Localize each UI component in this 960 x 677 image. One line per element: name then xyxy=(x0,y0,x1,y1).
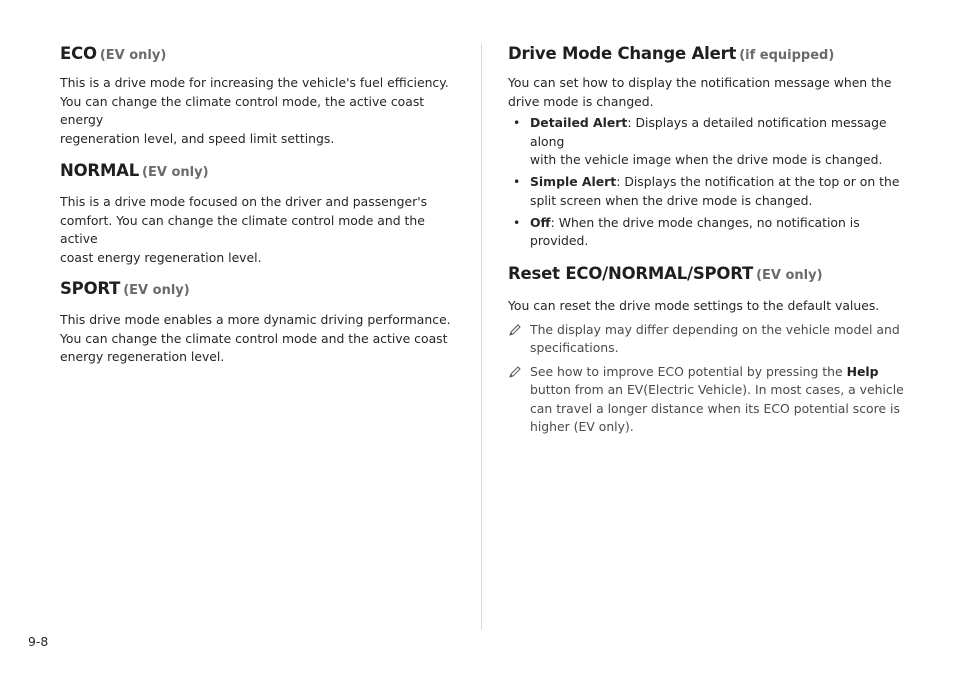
option-term: Simple Alert xyxy=(530,174,617,189)
page-number: 9-8 xyxy=(28,634,49,649)
list-item: • Off: When the drive mode changes, no notification is provided. xyxy=(513,214,860,248)
normal-heading: NORMAL (EV only) xyxy=(60,161,209,180)
bullet-icon: • xyxy=(513,214,521,230)
normal-qualifier: (EV only) xyxy=(142,165,209,180)
pencil-note-icon xyxy=(508,323,522,337)
alert-section xyxy=(508,44,908,254)
normal-section xyxy=(60,161,460,267)
reset-heading: Reset ECO/NORMAL/SPORT (EV only) xyxy=(508,264,823,283)
sport-text: This drive mode enables a more dynamic driving performance. You can change the climate control mode and the active coast energy regeneration level. xyxy=(60,312,451,364)
eco-text: This is a drive mode for increasing the vehicle's fuel efficiency. You can change the climate control mode, the active coast energy regeneration level, and speed limit settings. xyxy=(60,75,449,146)
alert-text: You can set how to display the notification message when the drive mode is changed. xyxy=(508,75,892,109)
bullet-icon: • xyxy=(513,174,521,189)
note-item: The display may differ depending on the vehicle model and specifications. xyxy=(508,321,908,358)
pencil-note-icon xyxy=(508,365,522,379)
option-term: Detailed Alert xyxy=(530,115,628,130)
reset-text: You can reset the drive mode settings to the default values. xyxy=(508,298,880,313)
help-button-label: Help xyxy=(846,363,879,379)
option-term: Off xyxy=(530,214,551,230)
bullet-icon: • xyxy=(513,115,521,130)
sport-qualifier: (EV only) xyxy=(123,283,190,298)
eco-section xyxy=(60,44,460,148)
column-divider xyxy=(481,44,482,630)
normal-text: This is a drive mode focused on the driver and passenger's comfort. You can change the climate control mode and the active coast energy regeneration level. xyxy=(60,194,428,265)
notes-list xyxy=(508,321,908,437)
eco-qualifier: (EV only) xyxy=(99,48,167,63)
alert-heading: Drive Mode Change Alert (if equipped) xyxy=(508,44,835,63)
alert-options-list xyxy=(508,114,908,251)
alert-qualifier: (if equipped) xyxy=(739,48,835,63)
eco-heading: ECO (EV only) xyxy=(60,44,167,63)
sport-heading: SPORT (EV only) xyxy=(60,279,190,298)
reset-section xyxy=(508,264,908,442)
list-item: • Detailed Alert: Displays a detailed notification message along with the vehicle image when the drive mode is changed. xyxy=(513,115,887,167)
list-item: • Simple Alert: Displays the notification at the top or on the split screen when the drive mode is changed. xyxy=(513,174,900,208)
sport-section xyxy=(60,279,460,367)
reset-qualifier: (EV only) xyxy=(756,268,823,283)
note-item: See how to improve ECO potential by pressing the Help button from an EV(Electric Vehicle). In most cases, a vehicle can travel a longer distance when its ECO potential score is higher (EV only). xyxy=(508,363,908,437)
